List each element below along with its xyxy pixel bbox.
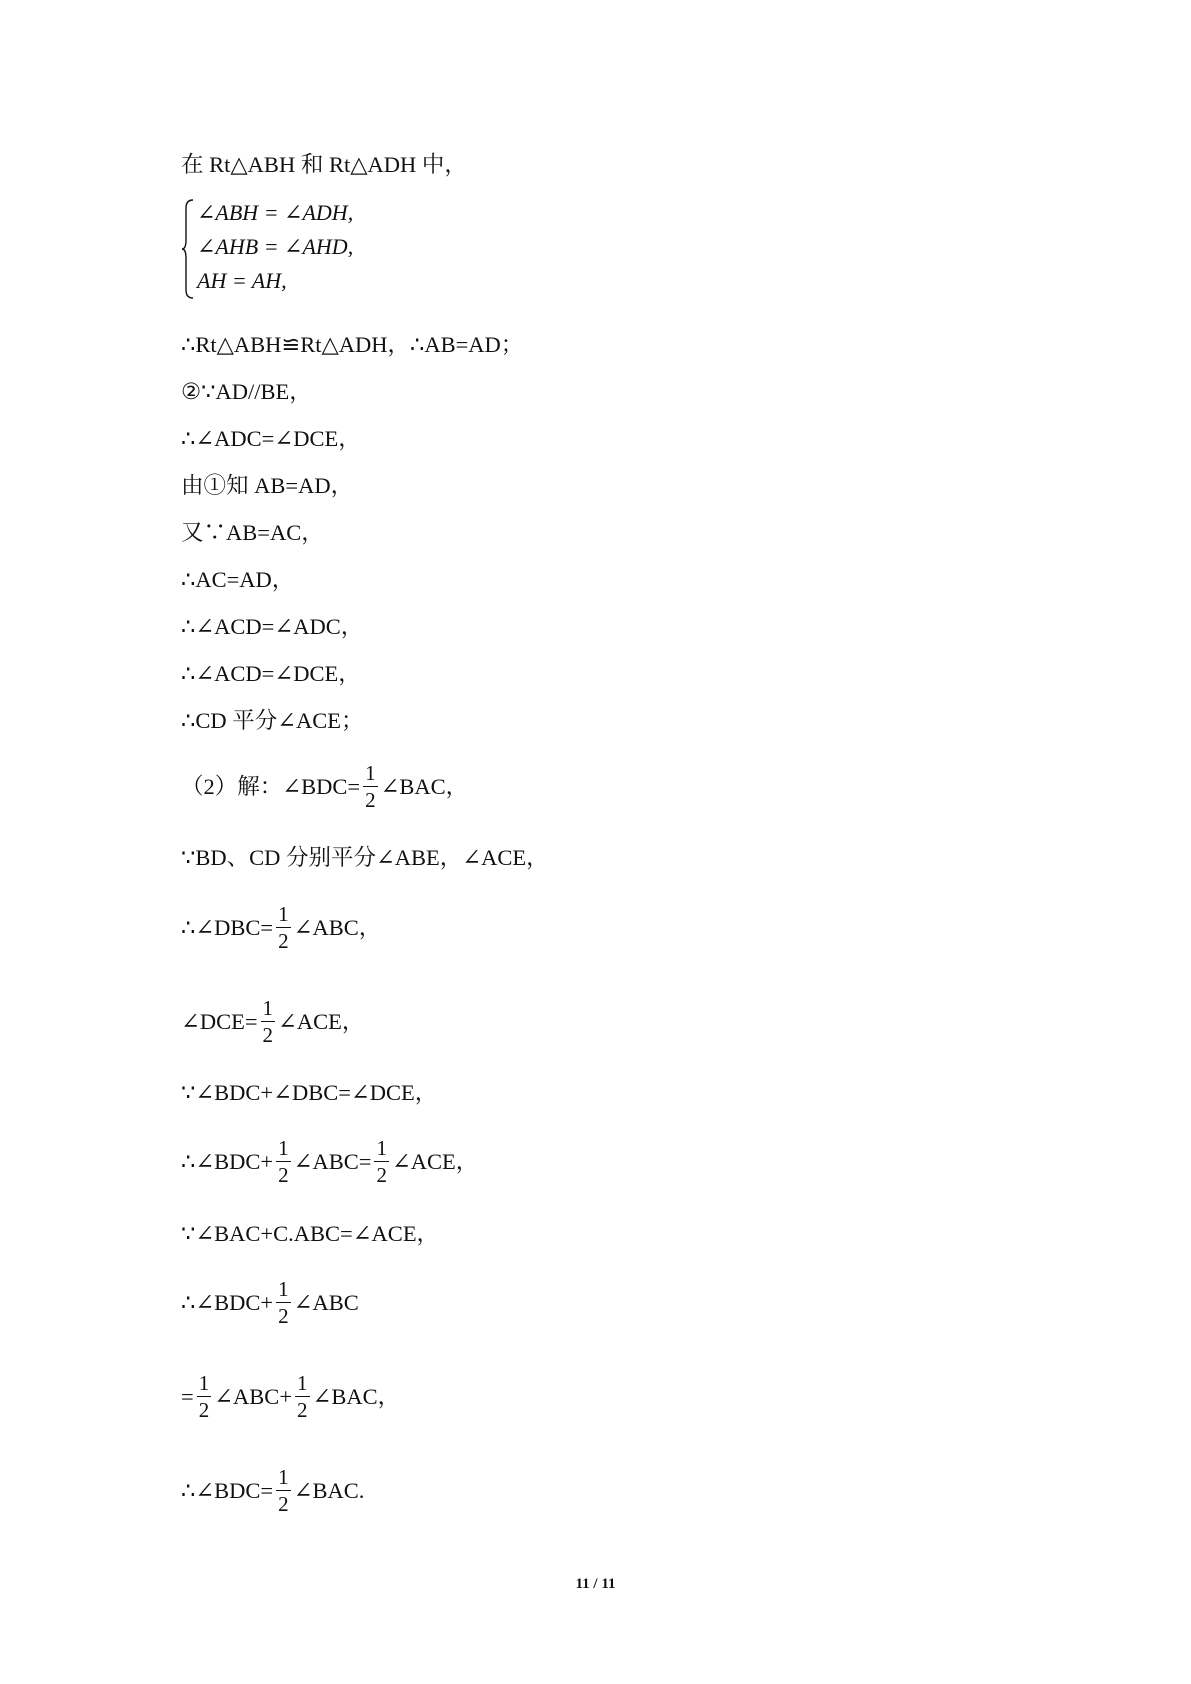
line-text: 又∵AB=AC， (181, 520, 324, 545)
fraction-one-half (276, 1279, 291, 1328)
line-text: ∴∠BDC+ (181, 1149, 274, 1175)
line-text: ∠ABC (293, 1290, 359, 1316)
fraction-numerator: 1 (374, 1138, 389, 1162)
fraction-one-half (276, 1467, 291, 1516)
text-line (181, 1138, 478, 1187)
line-text: ∠ABC+ (214, 1384, 293, 1410)
fraction-denominator: 2 (198, 1398, 210, 1423)
fraction-numerator: 1 (276, 904, 291, 928)
fraction-numerator: 1 (276, 1279, 291, 1303)
text-line (181, 616, 363, 639)
line-text: ∴AC=AD， (181, 567, 295, 592)
text-line (181, 663, 361, 686)
line-text: ∠BAC， (312, 1384, 401, 1410)
fraction-denominator: 2 (278, 929, 289, 954)
text-line (181, 1373, 400, 1422)
system-equation: ∠ABH = ∠ADH, (197, 200, 354, 225)
text-line (181, 763, 468, 812)
text-line (181, 154, 467, 177)
fraction-denominator: 2 (376, 1163, 387, 1188)
fraction-one-half (276, 904, 291, 953)
line-text: 在 Rt△ABH 和 Rt△ADH 中， (181, 152, 467, 177)
left-brace-icon (181, 198, 195, 300)
fraction-numerator: 1 (261, 998, 276, 1022)
fraction-one-half (197, 1373, 212, 1422)
line-text: ②∵AD//BE， (181, 379, 312, 404)
fraction-denominator: 2 (297, 1398, 308, 1423)
fraction-numerator: 1 (276, 1138, 291, 1162)
text-line (181, 710, 364, 733)
line-text: （2）解：∠BDC= (181, 774, 361, 800)
line-text: ∴∠ACD=∠ADC， (181, 614, 364, 639)
system-equation: ∠AHB = ∠AHD, (197, 234, 354, 259)
line-text: ∠ABC， (293, 915, 382, 941)
fraction-numerator: 1 (295, 1373, 310, 1397)
line-text: ∵∠BAC+C.ABC=∠ACE， (181, 1221, 440, 1246)
line-text: ∠BAC. (293, 1478, 365, 1504)
text-line (181, 522, 324, 545)
fraction-one-half (363, 763, 378, 812)
fraction-one-half (295, 1373, 310, 1422)
text-line (181, 1467, 364, 1516)
fraction-denominator: 2 (278, 1163, 289, 1188)
line-text: ∠BAC， (380, 774, 469, 800)
fraction-numerator: 1 (276, 1467, 291, 1491)
line-text: ∵∠BDC+∠DBC=∠DCE， (181, 1080, 438, 1105)
fraction-one-half (374, 1138, 389, 1187)
line-text: ∠ABC= (293, 1149, 372, 1175)
text-line (181, 998, 364, 1047)
text-line (181, 428, 361, 451)
fraction-one-half (276, 1138, 291, 1187)
line-text: ∠DCE= (181, 1009, 258, 1035)
system-equation: AH = AH, (197, 268, 287, 293)
text-line (181, 1082, 437, 1105)
fraction-denominator: 2 (278, 1304, 289, 1329)
text-line (181, 904, 381, 953)
line-text: ∴∠BDC+ (181, 1290, 274, 1316)
fraction-denominator: 2 (262, 1023, 274, 1048)
text-line (181, 1279, 359, 1328)
text-line (181, 847, 549, 870)
fraction-denominator: 2 (365, 788, 376, 813)
line-text: ∴∠ADC=∠DCE， (181, 426, 361, 451)
text-line (181, 1223, 439, 1246)
line-text: ∴∠DBC= (181, 915, 274, 941)
line-text: ∵BD、CD 分别平分∠ABE，∠ACE， (181, 845, 549, 870)
text-line (181, 475, 353, 498)
text-line (181, 569, 294, 592)
fraction-one-half (261, 998, 276, 1047)
fraction-numerator: 1 (197, 1373, 212, 1397)
line-text: ∴∠ACD=∠DCE， (181, 661, 361, 686)
equation-system (181, 198, 421, 300)
fraction-denominator: 2 (278, 1492, 289, 1517)
line-text: = (181, 1384, 194, 1410)
line-text: ∴∠BDC= (181, 1478, 274, 1504)
line-text: ∴CD 平分∠ACE； (181, 708, 364, 733)
line-text: ∠ACE， (391, 1149, 479, 1175)
line-text: 由①知 AB=AD， (181, 473, 354, 498)
fraction-numerator: 1 (363, 763, 378, 787)
text-line (181, 334, 523, 357)
text-line (181, 381, 312, 404)
page-number: 11 / 11 (575, 1576, 616, 1592)
line-text: ∴Rt△ABH≌Rt△ADH，∴AB=AD； (181, 332, 524, 357)
line-text: ∠ACE， (278, 1009, 365, 1035)
